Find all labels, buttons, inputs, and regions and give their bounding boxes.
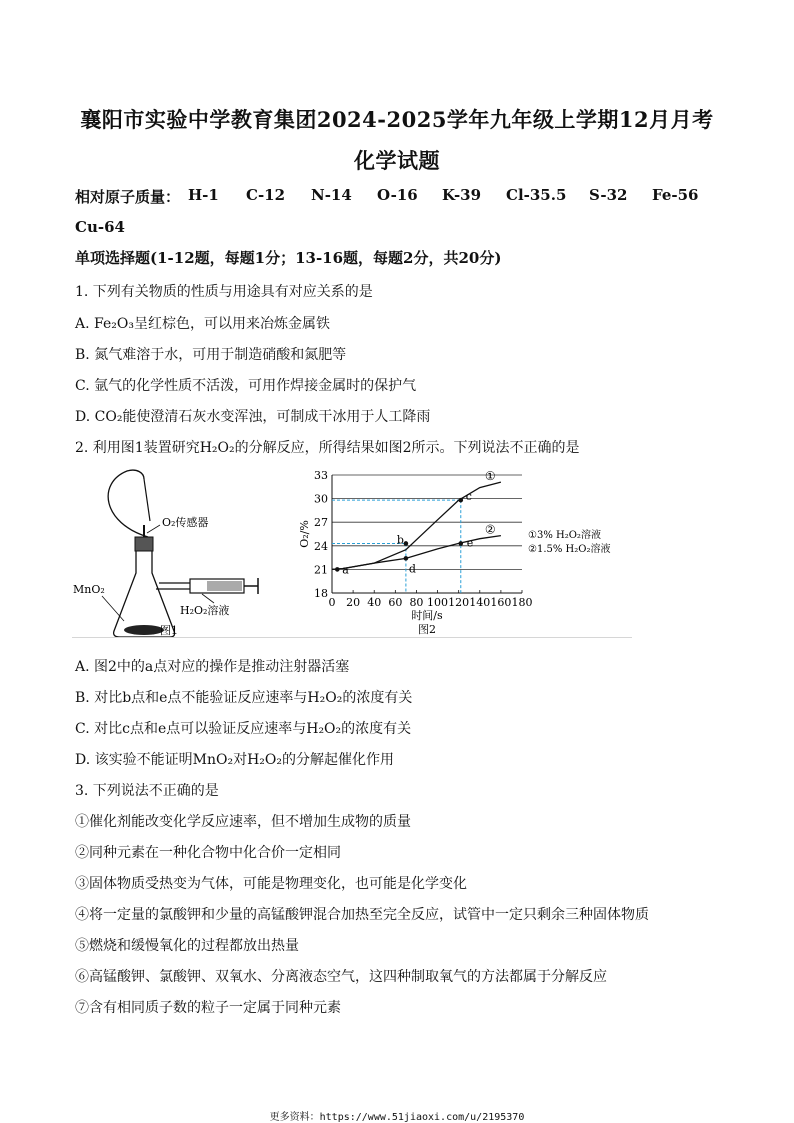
chart-caption: 图2 <box>418 623 436 636</box>
section-heading: 单项选择题(1-12题，每题1分；13-16题，每题2分，共20分) <box>75 249 502 267</box>
legend-entry-1: ①3% H₂O₂溶液 <box>528 530 601 541</box>
x-tick-label: 120 <box>448 596 470 609</box>
point-label-c: c <box>465 490 472 504</box>
sensor-wire <box>144 479 150 521</box>
series-marker-1: ① <box>484 469 496 484</box>
y-tick-label: 21 <box>314 563 328 577</box>
point-label-b: b <box>396 533 404 547</box>
x-tick-label: 100 <box>427 596 449 609</box>
question-1-stem: 1. 下列有关物质的性质与用途具有对应关系的是 <box>75 284 373 300</box>
syringe-solution <box>207 581 242 591</box>
sensor-pointer <box>147 525 160 533</box>
x-axis-label: 时间/s <box>411 609 443 622</box>
y-tick-label: 27 <box>314 516 328 530</box>
x-tick-label: 0 <box>328 596 336 609</box>
atomic-mass-label: 相对原子质量： <box>75 188 181 206</box>
question-3-item: ②同种元素在一种化合物中化合价一定相同 <box>75 845 341 861</box>
series-marker-2: ② <box>484 522 496 537</box>
atomic-mass-item: N-14 <box>311 186 352 204</box>
question-1-option-d: D. CO₂能使澄清石灰水变浑浊，可制成干冰用于人工降雨 <box>75 409 431 425</box>
x-tick-label: 40 <box>367 596 382 609</box>
question-3-item: ⑦含有相同质子数的粒子一定属于同种元素 <box>75 1000 341 1016</box>
legend-entry-2: ②1.5% H₂O₂溶液 <box>528 544 611 555</box>
question-1-option-b: B. 氮气难溶于水，可用于制造硝酸和氮肥等 <box>75 347 347 363</box>
data-point-c <box>458 498 463 503</box>
y-tick-label: 18 <box>314 587 328 600</box>
figure-1-caption: 图1 <box>160 624 178 637</box>
point-label-a: a <box>342 563 349 577</box>
question-3-item: ①催化剂能改变化学反应速率，但不增加生成物的质量 <box>75 814 411 830</box>
atomic-mass-item: Cu-64 <box>75 218 125 236</box>
y-tick-label: 33 <box>314 469 328 482</box>
mno2-pointer <box>102 596 124 621</box>
question-3-item: ⑤燃烧和缓慢氧化的过程都放出热量 <box>75 938 299 954</box>
flask-stopper <box>135 537 153 551</box>
data-point-d <box>404 556 409 561</box>
question-3-stem: 3. 下列说法不正确的是 <box>75 783 219 799</box>
atomic-mass-item: Cl-35.5 <box>506 186 567 204</box>
atomic-mass-item: H-1 <box>188 186 219 204</box>
question-1-option-c: C. 氩气的化学性质不活泼，可用作焊接金属时的保护气 <box>75 378 417 394</box>
solution-label: H₂O₂溶液 <box>180 604 230 617</box>
point-label-e: e <box>466 536 474 550</box>
x-tick-label: 180 <box>511 596 533 609</box>
question-1-option-a: A. Fe₂O₃呈红棕色，可以用来冶炼金属铁 <box>75 316 330 332</box>
question-3-item: ④将一定量的氯酸钾和少量的高锰酸钾混合加热至完全反应，试管中一定只剩余三种固体物质 <box>75 907 649 923</box>
atomic-mass-item: O-16 <box>377 186 418 204</box>
question-2-option-b: B. 对比b点和e点不能验证反应速率与H₂O₂的浓度有关 <box>75 690 413 706</box>
page-subtitle: 化学试题 <box>354 148 440 173</box>
atomic-mass-item: Fe-56 <box>652 186 699 204</box>
x-tick-label: 160 <box>490 596 512 609</box>
question-2-option-c: C. 对比c点和e点可以验证反应速率与H₂O₂的浓度有关 <box>75 721 412 737</box>
mno2-powder <box>124 625 164 635</box>
figure-divider <box>72 637 632 638</box>
figure-2-chart <box>292 463 632 639</box>
data-point-e <box>458 541 463 546</box>
question-2-stem: 2. 利用图1装置研究H₂O₂的分解反应，所得结果如图2所示。下列说法不正确的是 <box>75 440 580 456</box>
x-tick-label: 20 <box>346 596 361 609</box>
y-tick-label: 24 <box>314 539 328 553</box>
sensor-label: O₂传感器 <box>162 516 209 529</box>
y-axis-label: O₂/% <box>298 520 311 548</box>
series-line-2 <box>332 536 501 570</box>
data-point-b <box>404 541 409 546</box>
data-point-a <box>335 567 340 572</box>
atomic-mass-item: S-32 <box>589 186 628 204</box>
point-label-d: d <box>408 562 416 576</box>
footer-link[interactable]: 更多资料：https://www.51jiaoxi.com/u/2195370 <box>269 1112 525 1123</box>
atomic-mass-item: C-12 <box>246 186 286 204</box>
series-line-1 <box>332 482 501 569</box>
solution-pointer <box>202 594 214 603</box>
question-2-option-d: D. 该实验不能证明MnO₂对H₂O₂的分解起催化作用 <box>75 752 394 768</box>
question-2-option-a: A. 图2中的a点对应的操作是推动注射器活塞 <box>75 659 350 675</box>
x-tick-label: 140 <box>469 596 491 609</box>
x-tick-label: 80 <box>409 596 424 609</box>
mno2-label: MnO₂ <box>73 583 105 596</box>
page-title: 襄阳市实验中学教育集团2024-2025学年九年级上学期12月月考 <box>80 107 714 132</box>
atomic-mass-item: K-39 <box>442 186 482 204</box>
question-3-item: ③固体物质受热变为气体，可能是物理变化，也可能是化学变化 <box>75 876 467 892</box>
question-3-item: ⑥高锰酸钾、氯酸钾、双氧水、分离液态空气，这四种制取氧气的方法都属于分解反应 <box>75 969 607 985</box>
question-2-figure <box>72 463 632 639</box>
sensor-cable <box>108 470 148 537</box>
y-tick-label: 30 <box>314 492 328 506</box>
x-tick-label: 60 <box>388 596 403 609</box>
